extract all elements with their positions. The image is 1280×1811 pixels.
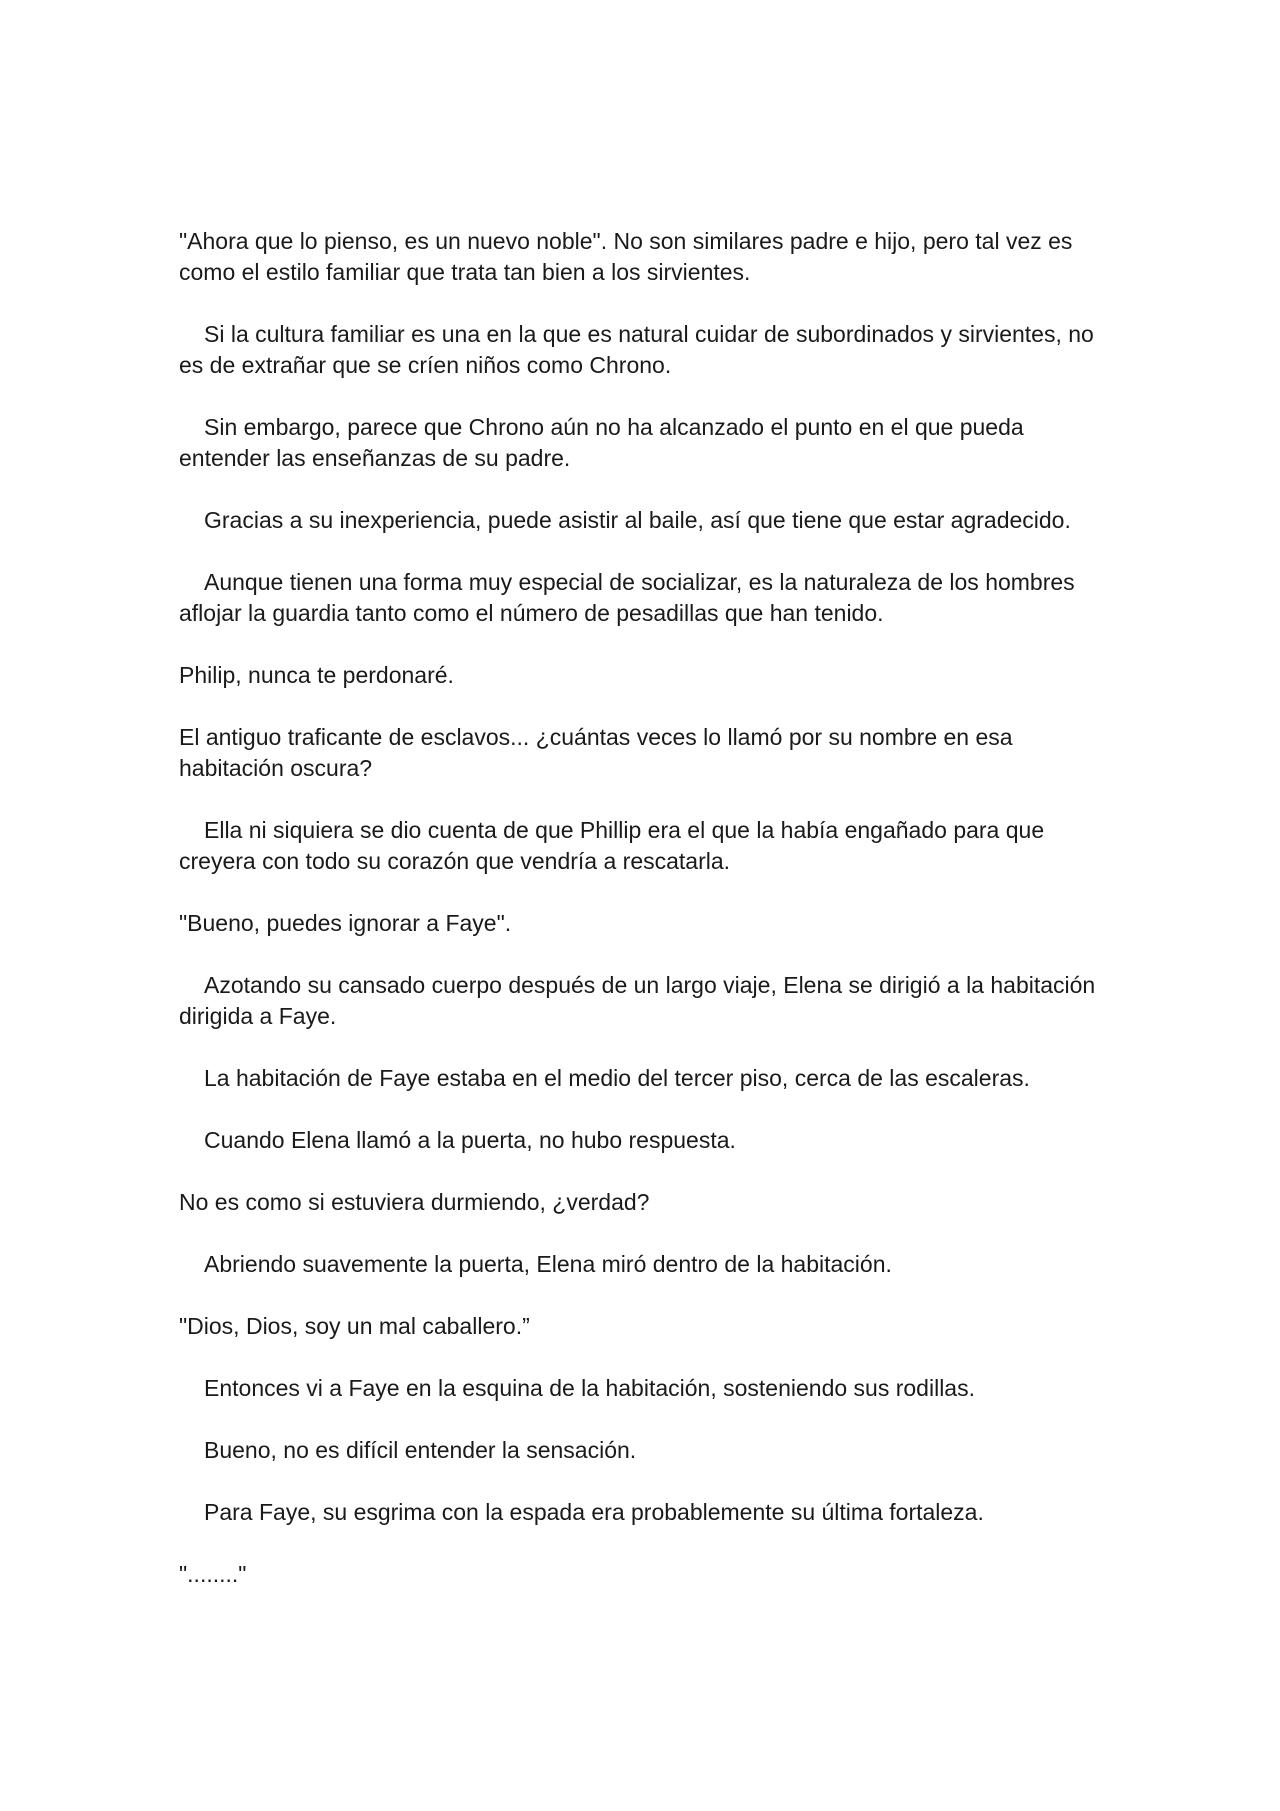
paragraph-19: "........": [179, 1561, 247, 1587]
paragraph-8: Ella ni siquiera se dio cuenta de que Phillip era el que la había engañado para que creyera con todo su corazón que vendría a rescatarla.: [179, 817, 1045, 874]
paragraph-14: Abriendo suavemente la puerta, Elena miró dentro de la habitación.: [204, 1251, 892, 1277]
paragraph-7: El antiguo traficante de esclavos... ¿cuántas veces lo llamó por su nombre en esa habitación oscura?: [179, 724, 1013, 781]
paragraph-1: "Ahora que lo pienso, es un nuevo noble". No son similares padre e hijo, pero tal vez es como el estilo familiar que trata tan bien a los sirvientes.: [179, 228, 1073, 285]
document-body: [179, 226, 1114, 1590]
paragraph-4: Gracias a su inexperiencia, puede asistir al baile, así que tiene que estar agradecido.: [204, 507, 1071, 533]
paragraph-3: Sin embargo, parece que Chrono aún no ha alcanzado el punto en el que pueda entender las enseñanzas de su padre.: [179, 414, 1024, 471]
paragraph-12: Cuando Elena llamó a la puerta, no hubo respuesta.: [204, 1127, 736, 1153]
paragraph-15: "Dios, Dios, soy un mal caballero.”: [179, 1313, 530, 1339]
paragraph-13: No es como si estuviera durmiendo, ¿verdad?: [179, 1189, 650, 1215]
paragraph-5: Aunque tienen una forma muy especial de socializar, es la naturaleza de los hombres aflojar la guardia tanto como el número de pesadillas que han tenido.: [179, 569, 1075, 626]
paragraph-10: Azotando su cansado cuerpo después de un largo viaje, Elena se dirigió a la habitación dirigida a Faye.: [179, 972, 1096, 1029]
paragraph-16: Entonces vi a Faye en la esquina de la habitación, sosteniendo sus rodillas.: [204, 1375, 975, 1401]
paragraph-11: La habitación de Faye estaba en el medio del tercer piso, cerca de las escaleras.: [204, 1065, 1030, 1091]
paragraph-6: Philip, nunca te perdonaré.: [179, 662, 454, 688]
paragraph-17: Bueno, no es difícil entender la sensación.: [204, 1437, 637, 1463]
paragraph-9: "Bueno, puedes ignorar a Faye".: [179, 910, 512, 936]
paragraph-2: Si la cultura familiar es una en la que es natural cuidar de subordinados y sirvientes, no es de extrañar que se críen niños como Chrono.: [179, 321, 1094, 378]
paragraph-18: Para Faye, su esgrima con la espada era probablemente su última fortaleza.: [204, 1499, 984, 1525]
